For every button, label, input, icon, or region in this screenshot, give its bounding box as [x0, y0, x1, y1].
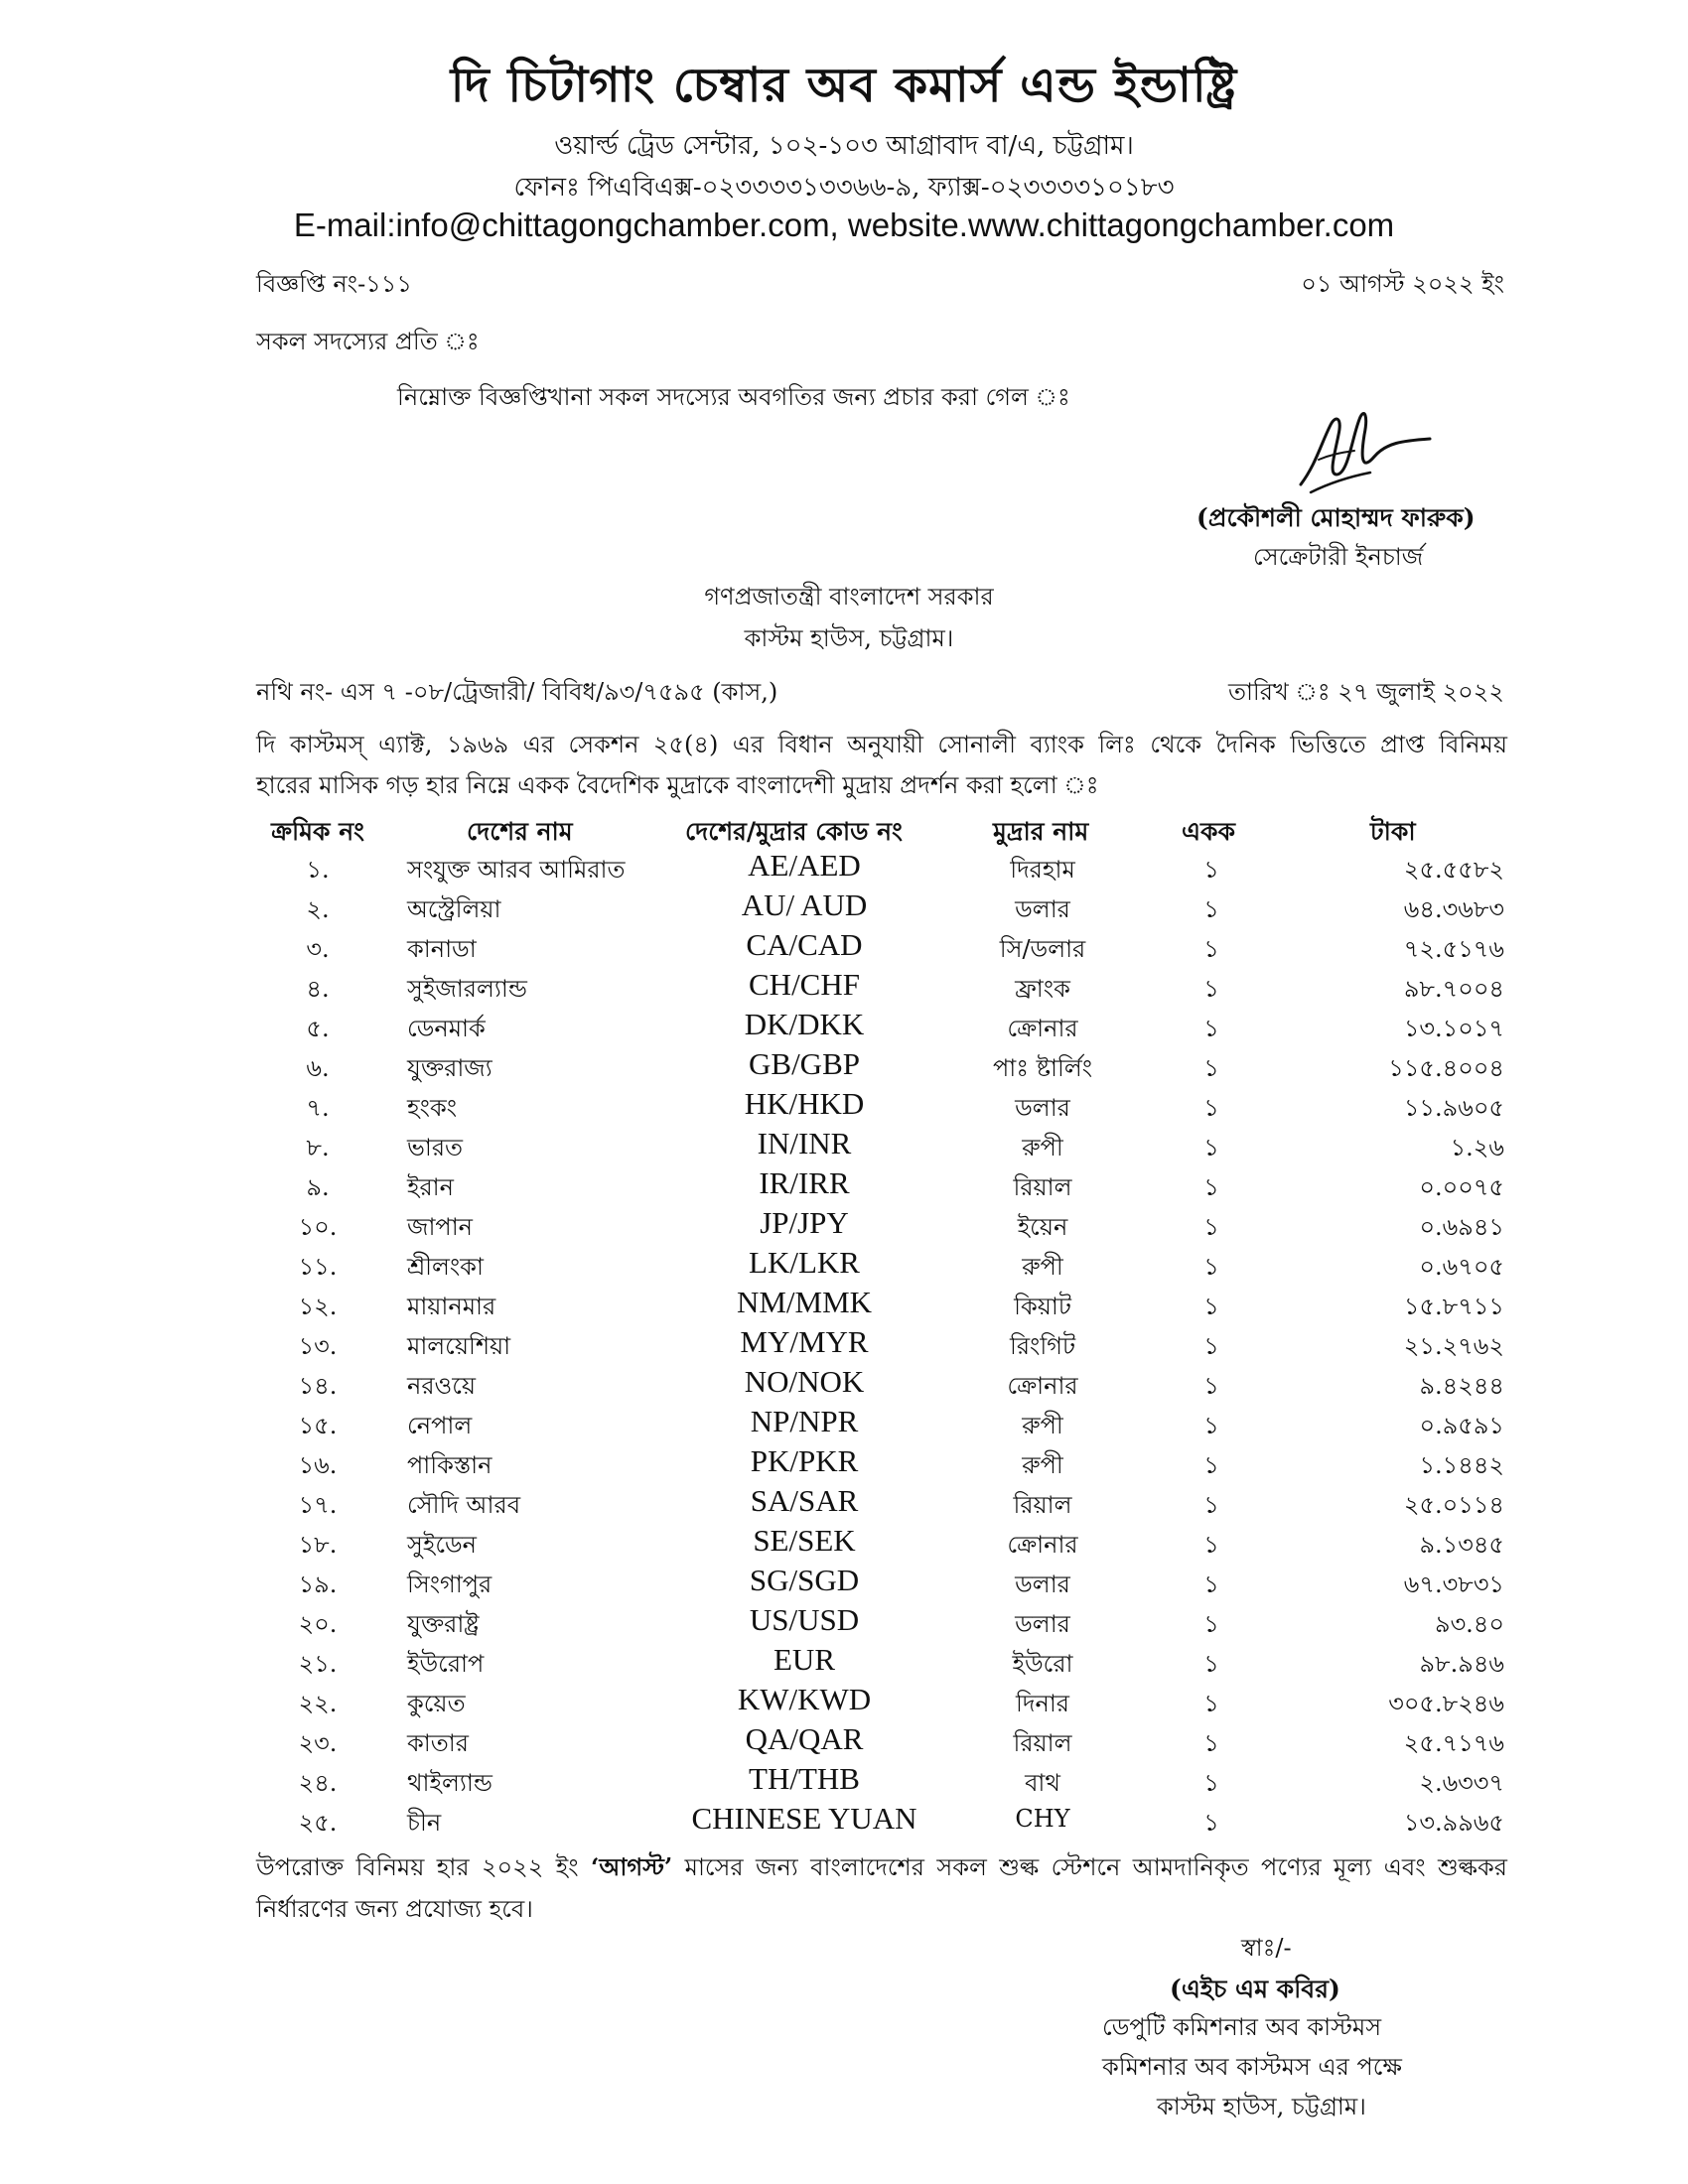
table-row	[0, 1245, 1688, 1289]
table-row	[0, 1285, 1688, 1328]
table-row	[0, 1682, 1688, 1725]
row-currency: দিরহাম	[1010, 856, 1075, 884]
row-serial: ১৭.	[298, 1491, 338, 1519]
row-code: US/USD	[749, 1602, 860, 1637]
handwritten-signature	[1291, 405, 1435, 499]
row-country: কাতার	[407, 1729, 469, 1757]
header-taka: টাকা	[1370, 817, 1416, 846]
row-serial: ১৯.	[298, 1570, 338, 1598]
header-currency: মুদ্রার নাম	[993, 817, 1089, 846]
row-code: HK/HKD	[744, 1086, 865, 1121]
row-country: সুইডেন	[407, 1531, 477, 1559]
footer-suffix: মাসের জন্য বাংলাদেশের সকল শুল্ক স্টেশনে আমদানিকৃত পণ্যের মূল্য এবং শুল্ককর নির্ধারণের জন্য প্রযোজ্য হবে।	[256, 1853, 1507, 1923]
table-row	[0, 1801, 1688, 1844]
row-taka: ০.৯৫৯১	[1419, 1412, 1504, 1439]
row-unit: ১	[1203, 1293, 1219, 1320]
signer2-on-behalf: কমিশনার অব কাস্টমস এর পক্ষে	[1102, 2053, 1402, 2081]
row-serial: ১৮.	[298, 1531, 338, 1559]
row-currency: রিংগিট	[1009, 1332, 1076, 1360]
signer1-title: সেক্রেটারী ইনচার্জ	[1253, 543, 1424, 571]
table-row	[0, 1205, 1688, 1249]
table-row	[0, 927, 1688, 971]
row-serial: ১৩.	[298, 1332, 338, 1360]
row-taka: ২৫.০১১৪	[1403, 1491, 1504, 1519]
row-unit: ১	[1203, 1015, 1219, 1042]
row-unit: ১	[1203, 1769, 1219, 1797]
row-unit: ১	[1203, 935, 1219, 963]
table-row	[0, 1165, 1688, 1209]
row-code: GB/GBP	[749, 1046, 860, 1081]
row-currency: ক্রোনার	[1007, 1372, 1078, 1400]
row-serial: ৭.	[306, 1094, 330, 1122]
row-currency: ডলার	[1015, 1610, 1070, 1638]
row-unit: ১	[1203, 1412, 1219, 1439]
header-sl: ক্রমিক নং	[271, 817, 364, 846]
row-currency: রুপী	[1022, 1253, 1063, 1281]
row-taka: ৯৮.৭০০৪	[1403, 975, 1504, 1003]
table-row	[0, 1602, 1688, 1646]
row-country: সৌদি আরব	[407, 1491, 521, 1519]
row-country: শ্রীলংকা	[407, 1253, 484, 1281]
notice-intro: নিম্নোক্ত বিজ্ঞপ্তিখানা সকল সদস্যের অবগতির জন্য প্রচার করা গেল ঃ	[397, 383, 1070, 411]
file-number: নথি নং- এস ৭ -০৮/ট্রেজারী/ বিবিধ/৯৩/৭৫৯৫ (কাস,)	[256, 678, 778, 706]
row-code: TH/THB	[749, 1761, 860, 1796]
footer-month: ‘আগস্ট’	[590, 1852, 673, 1881]
row-country: মায়ানমার	[407, 1293, 496, 1320]
table-row	[0, 1443, 1688, 1487]
footer-prefix: উপরোক্ত বিনিময় হার ২০২২ ইং	[256, 1853, 591, 1881]
row-unit: ১	[1203, 1809, 1219, 1837]
row-country: হংকং	[407, 1094, 458, 1122]
row-unit: ১	[1203, 1491, 1219, 1519]
row-currency: ক্রোনার	[1007, 1015, 1078, 1042]
row-unit: ১	[1203, 1729, 1219, 1757]
row-currency: সি/ডলার	[999, 935, 1086, 963]
header-unit: একক	[1182, 817, 1235, 846]
notice-date: ০১ আগস্ট ২০২২ ইং	[1301, 270, 1504, 298]
letterhead-phone: ফোনঃ পিএবিএক্স-০২৩৩৩৩১৩৩৬৬-৯, ফ্যাক্স-০২৩৩৩৩১০১৮৩	[513, 173, 1175, 203]
row-unit: ১	[1203, 1332, 1219, 1360]
government-line: গণপ্রজাতন্ত্রী বাংলাদেশ সরকার	[704, 583, 994, 611]
row-country: নেপাল	[407, 1412, 473, 1439]
table-row	[0, 1523, 1688, 1567]
custom-house-line: কাস্টম হাউস, চট্টগ্রাম।	[744, 624, 954, 652]
row-code: JP/JPY	[760, 1205, 849, 1240]
row-serial: ২৪.	[298, 1769, 338, 1797]
row-code: CH/CHF	[749, 967, 860, 1002]
row-country: চীন	[407, 1809, 442, 1837]
row-country: ইউরোপ	[407, 1650, 485, 1678]
row-unit: ১	[1203, 1372, 1219, 1400]
letterhead-address: ওয়ার্ল্ড ট্রেড সেন্টার, ১০২-১০৩ আগ্রাবাদ বা/এ, চট্টগ্রাম।	[554, 131, 1134, 161]
file-date: তারিখ ঃ ২৭ জুলাই ২০২২	[1227, 678, 1504, 706]
signer1-name: (প্রকৌশলী মোহাম্মদ ফারুক)	[1196, 503, 1476, 532]
row-serial: ২২.	[298, 1690, 338, 1717]
row-unit: ১	[1203, 1134, 1219, 1161]
row-country: কুয়েত	[407, 1690, 466, 1717]
row-country: জাপান	[407, 1213, 474, 1241]
row-currency: রুপী	[1022, 1134, 1063, 1161]
row-country: ইরান	[407, 1173, 454, 1201]
row-country: যুক্তরাজ্য	[407, 1054, 492, 1082]
row-code: KW/KWD	[737, 1682, 872, 1716]
row-taka: ০.৬৭০৫	[1419, 1253, 1504, 1281]
table-row	[0, 1086, 1688, 1130]
row-serial: ২৫.	[298, 1809, 338, 1837]
row-code: DK/DKK	[744, 1007, 865, 1041]
row-currency: দিনার	[1016, 1690, 1069, 1717]
footer-paragraph	[256, 1846, 1507, 1930]
row-taka: ২১.২৭৬২	[1403, 1332, 1504, 1360]
row-taka: ৭২.৫১৭৬	[1403, 935, 1504, 963]
row-code: CHINESE YUAN	[691, 1801, 917, 1836]
row-unit: ১	[1203, 1531, 1219, 1559]
row-unit: ১	[1203, 1173, 1219, 1201]
row-unit: ১	[1203, 1451, 1219, 1479]
row-serial: ১৬.	[298, 1451, 338, 1479]
row-country: পাকিস্তান	[407, 1451, 492, 1479]
row-serial: ৯.	[306, 1173, 330, 1201]
row-code: NP/NPR	[750, 1404, 859, 1438]
signer2-name: (এইচ এম কবির)	[1170, 1975, 1340, 2003]
row-unit: ১	[1203, 1054, 1219, 1082]
row-currency: বাথ	[1025, 1769, 1060, 1797]
row-currency: কিয়াট	[1014, 1293, 1071, 1320]
table-row	[0, 887, 1688, 931]
row-currency: ইয়েন	[1017, 1213, 1068, 1241]
table-row	[0, 1404, 1688, 1447]
signer2-office: কাস্টম হাউস, চট্টগ্রাম।	[1157, 2093, 1366, 2120]
table-row	[0, 848, 1688, 891]
row-serial: ৬.	[306, 1054, 330, 1082]
letterhead-email-website: E-mail:info@chittagongchamber.com, website.www.chittagongchamber.com	[293, 206, 1395, 243]
row-serial: ৫.	[306, 1015, 330, 1042]
row-serial: ৮.	[306, 1134, 330, 1161]
row-country: সিংগাপুর	[407, 1570, 492, 1598]
row-currency: ফ্রাংক	[1015, 975, 1070, 1003]
row-country: অস্ট্রেলিয়া	[407, 895, 501, 923]
row-country: সংযুক্ত আরব আমিরাত	[407, 856, 626, 884]
row-taka: ২৫.৭১৭৬	[1403, 1729, 1504, 1757]
row-taka: ৯৩.৪০	[1435, 1610, 1504, 1638]
table-row	[0, 1761, 1688, 1805]
notice-number: বিজ্ঞপ্তি নং-১১১	[256, 270, 412, 298]
row-serial: ১৪.	[298, 1372, 338, 1400]
row-country: নরওয়ে	[407, 1372, 476, 1400]
row-unit: ১	[1203, 1094, 1219, 1122]
row-code: SE/SEK	[753, 1523, 856, 1558]
row-unit: ১	[1203, 895, 1219, 923]
row-unit: ১	[1203, 1253, 1219, 1281]
exchange-rate-paragraph	[256, 725, 1507, 806]
row-unit: ১	[1203, 1690, 1219, 1717]
row-code: NM/MMK	[736, 1285, 873, 1319]
row-code: SA/SAR	[750, 1483, 859, 1518]
row-currency: রুপী	[1022, 1412, 1063, 1439]
row-taka: ৯৮.৯৪৬	[1419, 1650, 1504, 1678]
row-serial: ১০.	[298, 1213, 338, 1241]
header-code: দেশের/মুদ্রার কোড নং	[685, 817, 903, 846]
row-country: ভারত	[407, 1134, 464, 1161]
table-row	[0, 1364, 1688, 1408]
row-taka: ১১.৯৬০৫	[1403, 1094, 1504, 1122]
row-currency: ডলার	[1015, 1094, 1070, 1122]
table-header	[0, 812, 1688, 852]
row-unit: ১	[1203, 1610, 1219, 1638]
row-taka: ৬৪.৩৬৮৩	[1403, 895, 1504, 923]
row-taka: ২৫.৫৫৮২	[1403, 856, 1504, 884]
row-serial: ২.	[306, 895, 330, 923]
row-serial: ২০.	[298, 1610, 338, 1638]
row-currency: রুপী	[1022, 1451, 1063, 1479]
row-currency: ইউরো	[1012, 1650, 1073, 1678]
row-code: IR/IRR	[759, 1165, 850, 1200]
row-serial: ৪.	[306, 975, 330, 1003]
row-taka: ১৫.৮৭১১	[1403, 1293, 1504, 1320]
paragraph-line-1: দি কাস্টমস্ এ্যাক্ট, ১৯৬৯ এর সেকশন ২৫(৪) এর বিধান অনুযায়ী সোনালী ব্যাংক লিঃ থেকে দৈনিক ভিত্তিতে প্রাপ্ত বিনিময়	[256, 731, 1507, 758]
table-row	[0, 1007, 1688, 1050]
row-serial: ৩.	[306, 935, 330, 963]
table-row	[0, 1563, 1688, 1606]
row-currency: CHY	[1015, 1805, 1070, 1833]
row-country: থাইল্যান্ড	[407, 1769, 492, 1797]
row-code: AE/AED	[748, 848, 861, 883]
row-currency: রিয়াল	[1013, 1173, 1072, 1201]
row-taka: ১১৫.৪০০৪	[1388, 1054, 1504, 1082]
row-currency: পাঃ ষ্টার্লিং	[992, 1054, 1093, 1082]
signer2-designation: ডেপুটি কমিশনার অব কাস্টমস	[1102, 2013, 1382, 2041]
row-serial: ১.	[306, 856, 330, 884]
row-country: যুক্তরাষ্ট্র	[407, 1610, 480, 1638]
row-serial: ১৫.	[298, 1412, 338, 1439]
row-code: EUR	[774, 1642, 835, 1677]
table-row	[0, 1046, 1688, 1090]
row-unit: ১	[1203, 856, 1219, 884]
row-taka: ৯.৪২৪৪	[1419, 1372, 1504, 1400]
row-taka: ২.৬৩৩৭	[1419, 1769, 1504, 1797]
row-country: ডেনমার্ক	[407, 1015, 486, 1042]
row-unit: ১	[1203, 1650, 1219, 1678]
row-taka: ১৩.১০১৭	[1403, 1015, 1504, 1042]
table-row	[0, 1642, 1688, 1686]
header-country: দেশের নাম	[467, 817, 573, 846]
paragraph-line-2: হারের মাসিক গড় হার নিম্নে একক বৈদেশিক মুদ্রাকে বাংলাদেশী মুদ্রায় প্রদর্শন করা হলো ঃ	[256, 771, 1099, 799]
row-taka: ১.১৪৪২	[1419, 1451, 1504, 1479]
row-taka: ০.০০৭৫	[1419, 1173, 1504, 1201]
table-row	[0, 1483, 1688, 1527]
row-serial: ১১.	[298, 1253, 338, 1281]
row-taka: ১.২৬	[1450, 1134, 1504, 1161]
row-currency: ডলার	[1015, 895, 1070, 923]
row-currency: রিয়াল	[1013, 1491, 1072, 1519]
row-unit: ১	[1203, 975, 1219, 1003]
row-country: মালয়েশিয়া	[407, 1332, 511, 1360]
salutation: সকল সদস্যের প্রতি ঃ	[256, 328, 480, 355]
row-code: SG/SGD	[749, 1563, 860, 1597]
row-currency: রিয়াল	[1013, 1729, 1072, 1757]
row-code: NO/NOK	[744, 1364, 865, 1399]
row-code: CA/CAD	[746, 927, 863, 962]
row-currency: ডলার	[1015, 1570, 1070, 1598]
row-serial: ১২.	[298, 1293, 338, 1320]
row-serial: ২৩.	[298, 1729, 338, 1757]
row-serial: ২১.	[298, 1650, 338, 1678]
row-unit: ১	[1203, 1570, 1219, 1598]
row-taka: ০.৬৯৪১	[1419, 1213, 1504, 1241]
row-code: LK/LKR	[749, 1245, 860, 1280]
row-country: সুইজারল্যান্ড	[407, 975, 527, 1003]
row-taka: ৯.১৩৪৫	[1419, 1531, 1504, 1559]
row-taka: ১৩.৯৯৬৫	[1403, 1809, 1504, 1837]
row-code: PK/PKR	[750, 1443, 859, 1478]
table-row	[0, 1324, 1688, 1368]
row-code: IN/INR	[757, 1126, 852, 1160]
table-row	[0, 1126, 1688, 1169]
signed-mark: স্বাঃ/-	[1241, 1934, 1292, 1962]
row-code: MY/MYR	[740, 1324, 869, 1359]
row-code: QA/QAR	[745, 1721, 864, 1756]
table-row	[0, 967, 1688, 1011]
letterhead-title: দি চিটাগাং চেম্বার অব কমার্স এন্ড ইন্ডাষ্ট্রি	[450, 58, 1238, 113]
row-unit: ১	[1203, 1213, 1219, 1241]
row-currency: ক্রোনার	[1007, 1531, 1078, 1559]
row-country: কানাডা	[407, 935, 477, 963]
row-code: AU/ AUD	[741, 887, 868, 922]
table-row	[0, 1721, 1688, 1765]
row-taka: ৩০৫.৮২৪৬	[1388, 1690, 1504, 1717]
row-taka: ৬৭.৩৮৩১	[1403, 1570, 1504, 1598]
